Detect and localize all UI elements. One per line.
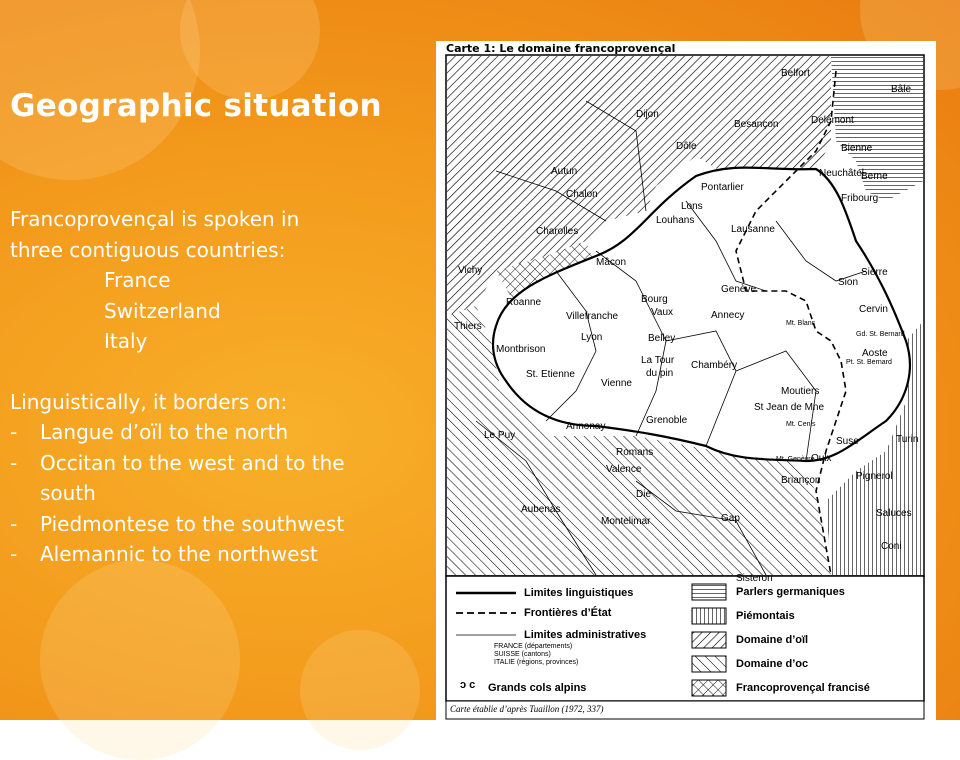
legend-item-label: FRANCE (départements) (494, 643, 573, 650)
city-label: St Jean de Mne (754, 402, 825, 413)
city-label: Fribourg (841, 193, 879, 204)
city-label: Le Puy (484, 430, 516, 441)
pass-label: Mt. Blanc (786, 320, 816, 327)
city-label: Romans (616, 447, 654, 458)
city-label: Dijon (636, 109, 659, 120)
city-label: Berne (861, 171, 888, 182)
city-label: Pignerol (856, 471, 893, 482)
city-label: Sisteron (736, 573, 773, 584)
city-label: Mâcon (596, 257, 627, 268)
border-text: Piedmontese to the southwest (40, 511, 345, 536)
city-label: Belfort (781, 68, 810, 79)
city-label: Montelimar (601, 516, 651, 527)
intro-line: three contiguous countries: (10, 237, 286, 262)
city-label: Die (636, 489, 652, 500)
city-label: Louhans (656, 215, 695, 226)
city-label: Coni (881, 541, 902, 552)
city-label: Cervin (859, 304, 888, 315)
bullet-dash: - (10, 542, 18, 566)
svg-text:ↄ c: ↄ c (460, 679, 476, 691)
slide-title: Geographic situation (10, 88, 382, 124)
slide-body (10, 204, 410, 570)
city-label: Besançon (734, 119, 779, 130)
city-label: Montbrison (496, 344, 546, 355)
pass-label: Mt. Cenis (786, 421, 816, 428)
city-label: Bourg (641, 294, 668, 305)
city-label: Oulx (811, 453, 832, 464)
city-label: Lyon (581, 332, 603, 343)
legend-item-label: SUISSE (cantons) (494, 651, 551, 658)
city-label: Charolles (536, 226, 579, 237)
map-title: Carte 1: Le domaine francoprovençal (446, 42, 676, 55)
city-label: Gap (721, 513, 740, 524)
city-label: Bienne (841, 143, 873, 154)
country-italy: Italy (104, 329, 148, 353)
city-label: Briançon (781, 475, 821, 486)
city-label: Valence (606, 464, 642, 475)
border-item (10, 417, 410, 448)
city-label: Belley (648, 333, 676, 344)
legend-item-label: Francoprovençal francisé (736, 682, 870, 694)
city-label: Autun (551, 166, 578, 177)
pass-label: Mt. Genèvre (776, 456, 815, 463)
city-label: Vaux (651, 307, 674, 318)
city-label: Genève (721, 284, 757, 295)
city-label: du pin (646, 368, 674, 379)
city-label: Grenoble (646, 415, 688, 426)
bullet-dash: - (10, 511, 18, 536)
border-item (10, 509, 410, 540)
city-label: Aoste (862, 348, 888, 359)
city-label: Turin (896, 434, 919, 445)
city-label: Lausanne (731, 224, 775, 235)
city-label: Bâle (891, 84, 912, 95)
city-label: Aubenas (521, 504, 561, 515)
city-label: La Tour (641, 355, 675, 366)
city-label: Moutiers (781, 386, 820, 397)
map-figure (436, 41, 936, 720)
legend-item-label: Frontières d’État (524, 607, 612, 619)
city-label: Chambéry (691, 360, 738, 371)
city-label: Annonay (566, 421, 606, 432)
legend-item-label: Piémontais (736, 610, 795, 622)
city-label: Delémont (811, 115, 854, 126)
border-text: Alemannic to the northwest (40, 542, 318, 566)
bullet-dash: - (10, 420, 18, 444)
city-label: Chalon (566, 189, 598, 200)
pass-label: Gd. St. Bernard (856, 331, 905, 338)
city-label: Lons (681, 201, 703, 212)
city-label: Vienne (601, 378, 632, 389)
city-label: Roanne (506, 297, 542, 308)
city-label: Vichy (458, 265, 483, 276)
border-item (10, 539, 410, 570)
legend-item-label: ITALIE (régions, provinces) (494, 659, 579, 666)
borders-heading: Linguistically, it borders on: (10, 389, 288, 414)
city-label: Saluces (876, 508, 912, 519)
border-text: Langue d’oïl to the north (40, 420, 289, 444)
city-label: Pontarlier (701, 182, 744, 193)
city-label: Annecy (711, 310, 745, 321)
city-label: Sierre (861, 267, 888, 278)
city-label: Thiers (454, 321, 482, 332)
city-label: Dôle (676, 141, 697, 152)
border-item (10, 448, 410, 509)
legend-item-label: Limites administratives (524, 629, 647, 641)
legend-item-label: Domaine d’oc (736, 658, 809, 670)
city-label: Suse (836, 436, 859, 447)
intro-line: Francoprovençal is spoken in (10, 207, 300, 231)
city-label: St. Etienne (526, 369, 575, 380)
legend-item-label: Grands cols alpins (488, 682, 587, 694)
legend-item-label: Limites linguistiques (524, 587, 634, 599)
legend-item-label: Domaine d’oïl (736, 634, 809, 646)
country-france: France (104, 268, 171, 292)
city-label: Neuchâtel (819, 168, 865, 179)
city-label: Sion (838, 277, 859, 288)
border-text: Occitan to the west and to the south (40, 450, 345, 505)
country-switzerland: Switzerland (104, 298, 221, 323)
legend-item-label: Parlers germaniques (736, 586, 845, 598)
city-label: Villefranche (566, 311, 619, 322)
map-credit: Carte établie d’après Tuaillon (1972, 337) (450, 704, 604, 714)
pass-label: Pt. St. Bernard (846, 359, 892, 366)
bullet-dash: - (10, 450, 18, 475)
